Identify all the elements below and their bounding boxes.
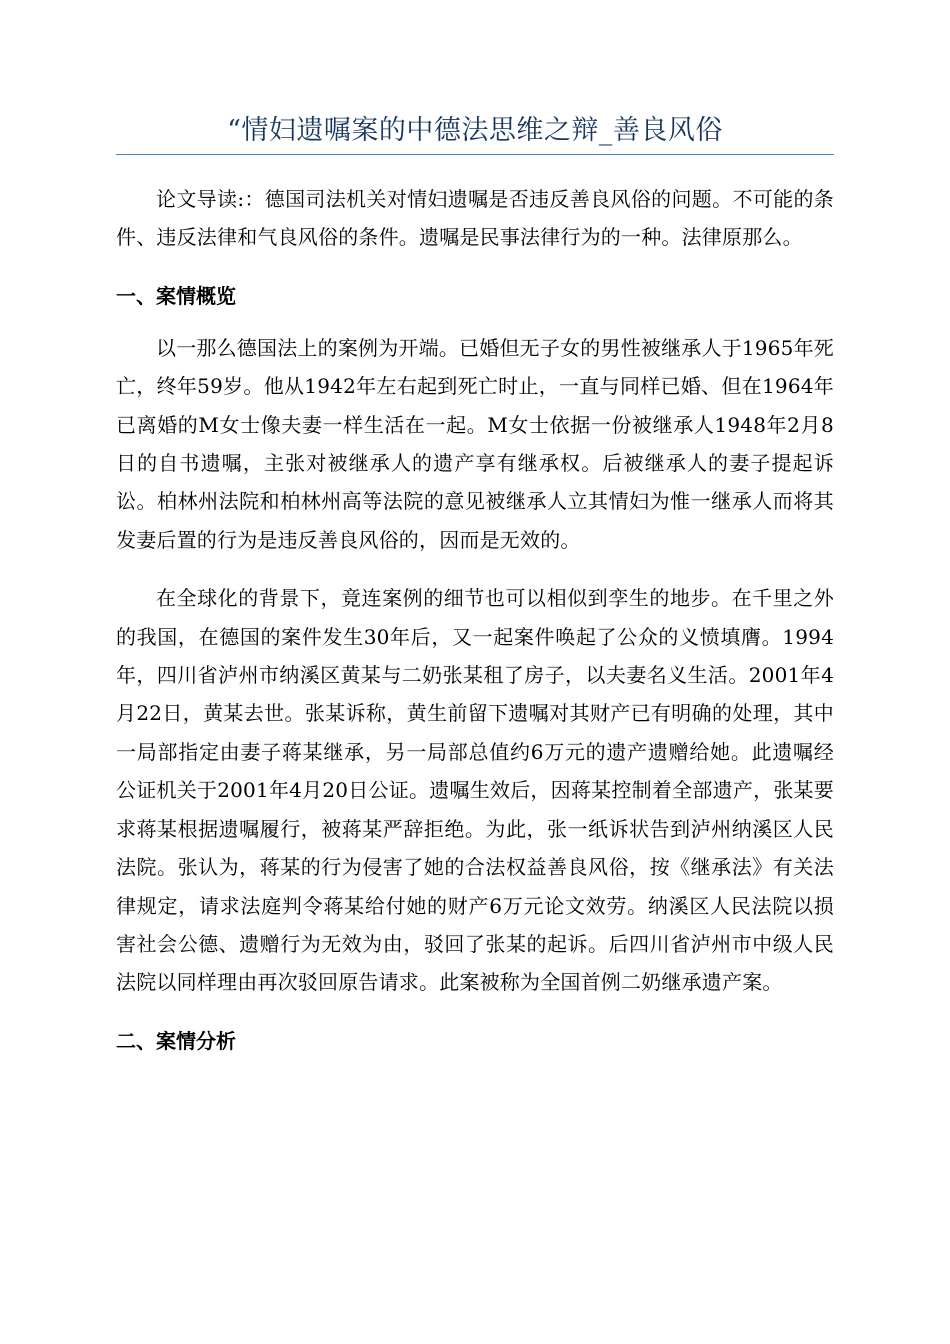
section-1-paragraph-2: 在全球化的背景下，竟连案例的细节也可以相似到孪生的地步。在千里之外的我国，在德国的案件发生30年后，又一起案件唤起了公众的义愤填膺。1994年，四川省泸州市纳溪区黄某与二奶张某租了房子，以夫妻名义生活。2001年4月22日，黄某去世。张某诉称，黄生前留下遗嘱对其财产已有明确的处理，其中一局部指定由妻子蒋某继承，另一局部总值约6万元的遗产遗赠给她。此遗嘱经公证机关于2001年4月20日公证。遗嘱生效后，因蒋某控制着全部遗产，张某要求蒋某根据遗嘱履行，被蒋某严辞拒绝。为此，张一纸诉状告到泸州纳溪区人民法院。张认为，蒋某的行为侵害了她的合法权益善良风俗，按《继承法》有关法律规定，请求法庭判令蒋某给付她的财产6万元论文效劳。纳溪区人民法院以损害社会公德、遗赠行为无效为由，驳回了张某的起诉。后四川省泸州市中级人民法院以同样理由再次驳回原告请求。此案被称为全国首例二奶继承遗产案。 [116,586,834,995]
document-body [116,180,834,1056]
spacer [116,1002,834,1026]
spacer [116,559,834,579]
title-block [116,108,834,155]
intro-paragraph: 论文导读:：德国司法机关对情妇遗嘱是否违反善良风俗的问题。不可能的条件、违反法律和气良风俗的条件。遗嘱是民事法律行为的一种。法律原那么。 [116,187,834,250]
section-heading-1: 一、案情概览 [116,283,236,308]
spacer [116,257,834,281]
section-1-paragraph-1: 以一那么德国法上的案例为开端。已婚但无子女的男性被继承人于1965年死亡，终年59岁。他从1942年左右起到死亡时止，一直与同样已婚、但在1964年已离婚的M女士像夫妻一样生活在一起。M女士依据一份被继承人1948年2月8日的自书遗嘱，主张对被继承人的遗产享有继承权。后被继承人的妻子提起诉讼。柏林州法院和柏林州高等法院的意见被继承人立其情妇为惟一继承人而将其发妻后置的行为是违反善良风俗的，因而是无效的。 [116,335,834,552]
spacer [116,311,834,329]
section-heading-2: 二、案情分析 [116,1028,236,1053]
page-title: “情妇遗嘱案的中德法思维之辩_善良风俗 [227,115,723,146]
